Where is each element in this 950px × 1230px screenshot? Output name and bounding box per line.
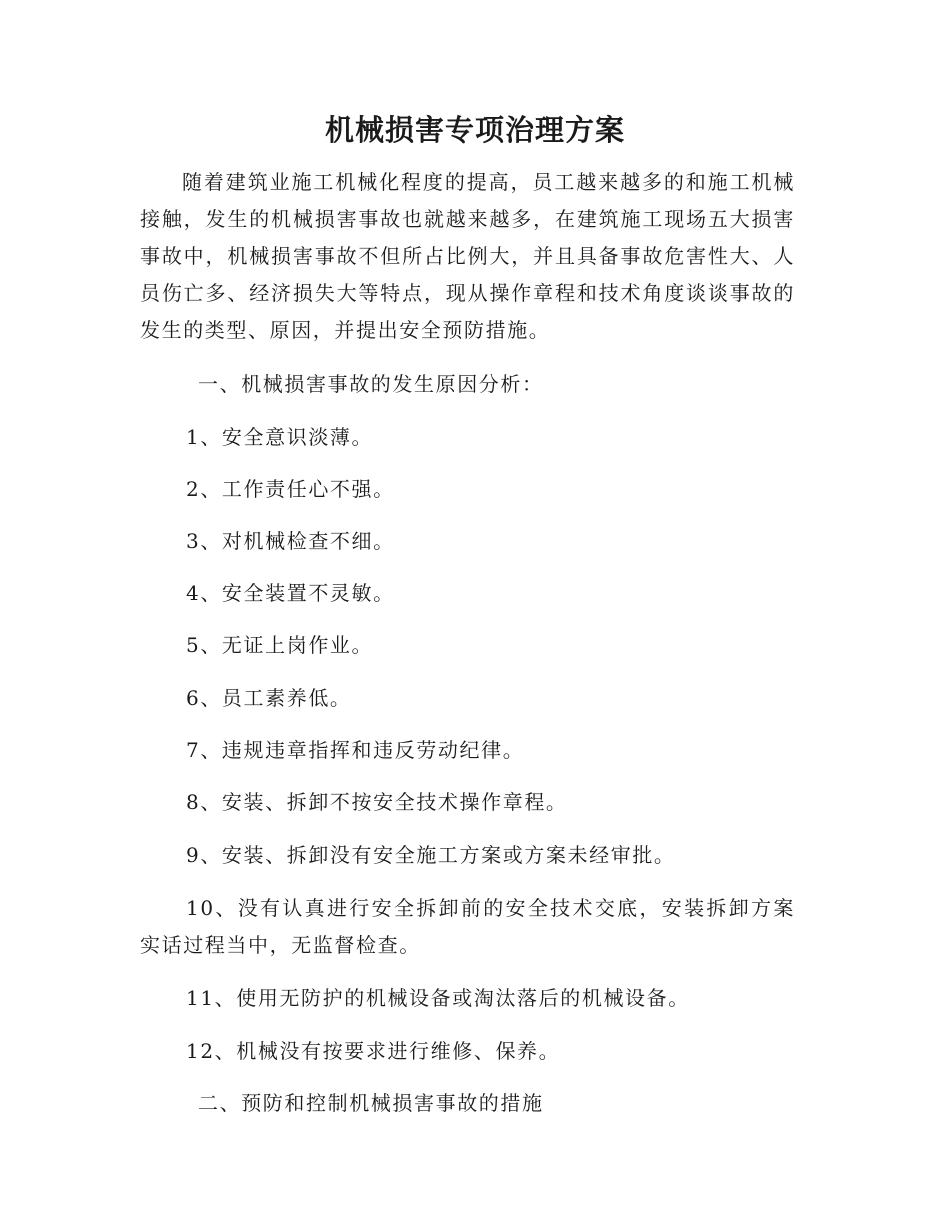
section-heading-measures: 二、预防和控制机械损害事故的措施	[198, 1091, 544, 1115]
cause-item: 11、使用无防护的机械设备或淘汰落后的机械设备。	[186, 986, 690, 1010]
cause-item: 9、安装、拆卸没有安全施工方案或方案未经审批。	[186, 843, 676, 867]
cause-item: 5、无证上岗作业。	[186, 633, 374, 657]
intro-paragraph: 随着建筑业施工机械化程度的提高，员工越来越多的和施工机械接触，发生的机械损害事故也就越来越多，在建筑施工现场五大损害事故中，机械损害事故不但所占比例大，并且具备事故危害性大、人员伤亡多、经济损失大等特点，现从操作章程和技术角度谈谈事故的发生的类型、原因，并提出安全预防措施。	[140, 170, 795, 342]
cause-item: 1、安全意识淡薄。	[186, 425, 374, 449]
cause-item: 2、工作责任心不强。	[186, 477, 395, 501]
cause-item: 12、机械没有按要求进行维修、保养。	[186, 1039, 561, 1063]
cause-item: 6、员工素养低。	[186, 686, 352, 710]
cause-item: 7、违规违章指挥和违反劳动纪律。	[186, 738, 525, 762]
cause-item: 4、安全装置不灵敏。	[186, 581, 395, 605]
cause-item: 8、安装、拆卸不按安全技术操作章程。	[186, 790, 568, 814]
document-title: 机械损害专项治理方案	[324, 113, 625, 147]
section-heading-causes: 一、机械损害事故的发生原因分析：	[198, 372, 544, 396]
cause-item: 3、对机械检查不细。	[186, 529, 395, 553]
cause-item: 10、没有认真进行安全拆卸前的安全技术交底，安装拆卸方案实话过程当中，无监督检查。	[140, 896, 795, 957]
